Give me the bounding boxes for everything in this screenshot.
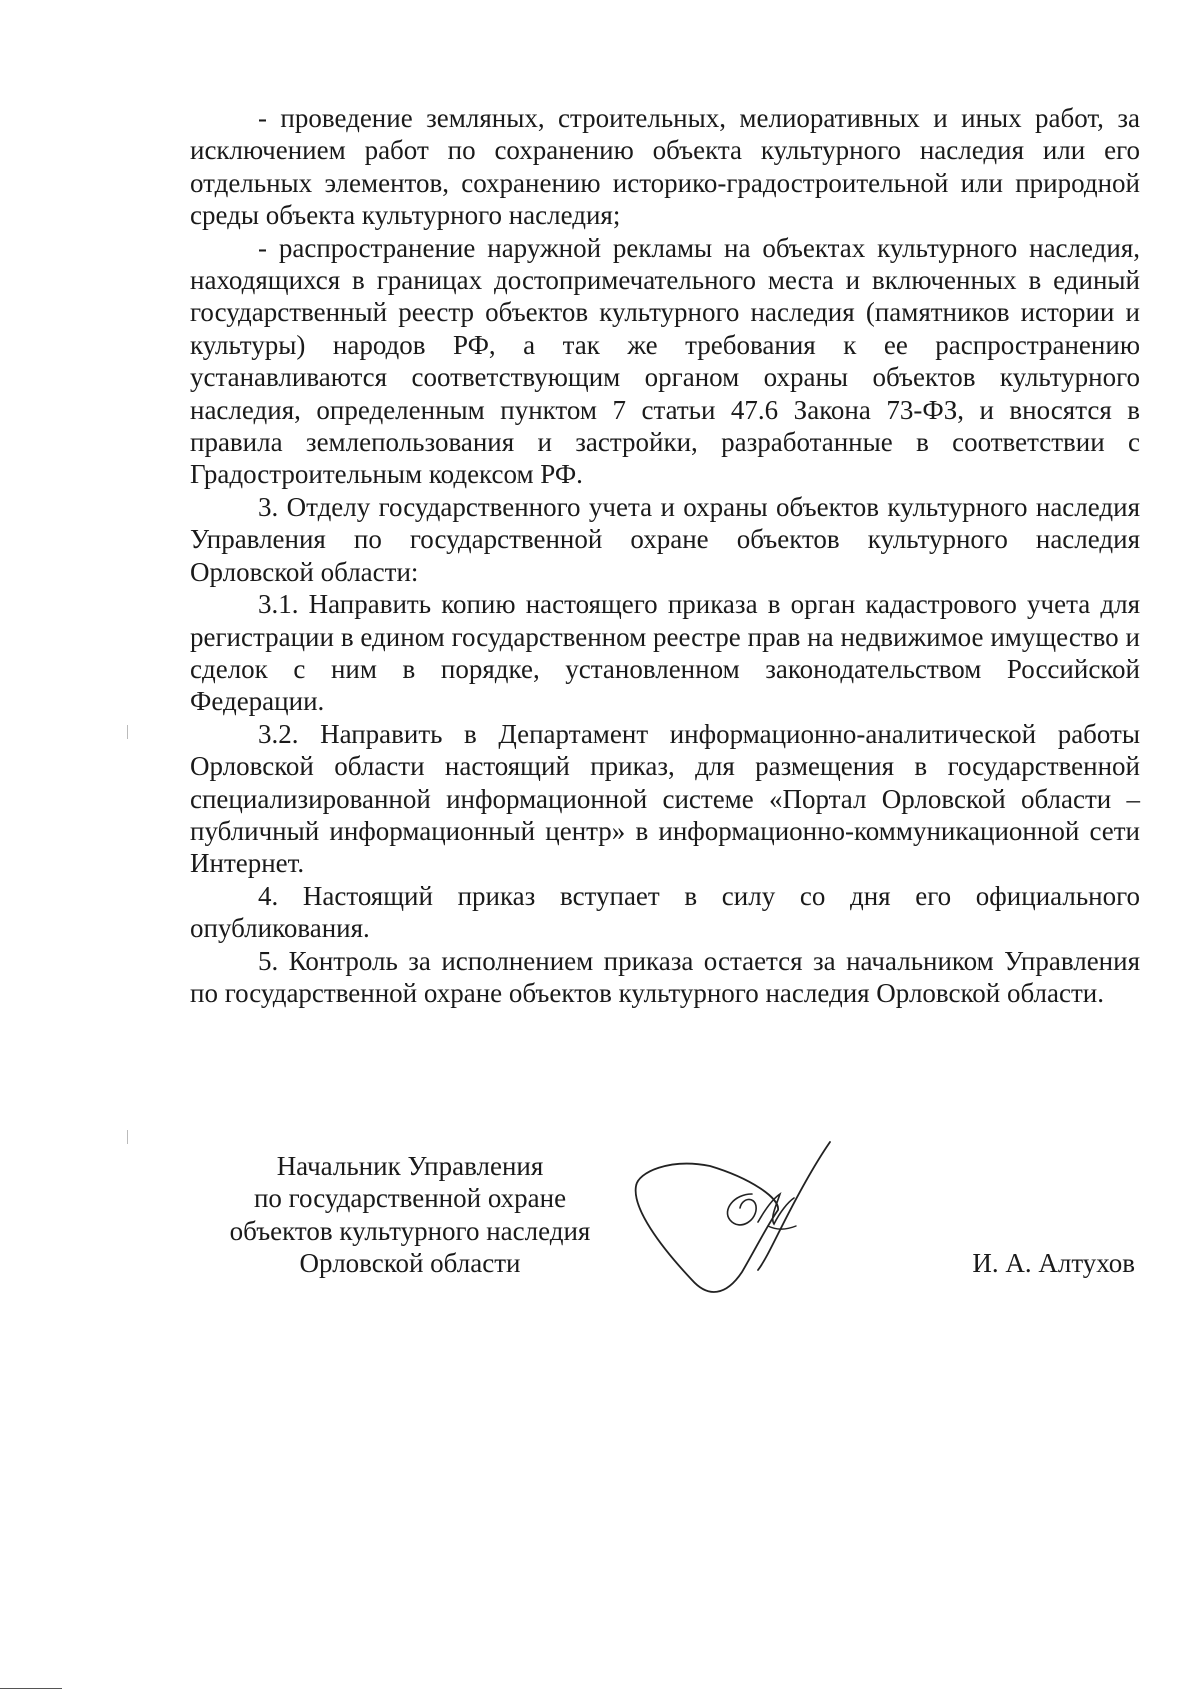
signer-position (190, 1150, 630, 1280)
paragraph-advertising-restriction: - распространение наружной рекламы на объектах культурного наследия, находящихся в границах достопримечательного места и включенных в единый государственный реестр объектов культурного наследия (памятников истории и культуры) народов РФ, а так же требования к ее распространению устанавливаются соответствующим органом охраны объектов культурного наследия, определенным пунктом 7 статьи 47.6 Закона 73-ФЗ, и вносятся в правила землепользования и застройки, разработанные в соответствии с Градостроительным кодексом РФ. (190, 232, 1140, 490)
paragraph-earthworks-restriction: - проведение земляных, строительных, мелиоративных и иных работ, за исключением работ по сохранению объекта культурного наследия или его отдельных элементов, сохранению историко-градостроительной или природной среды объекта культурного наследия; (190, 103, 1140, 231)
signature-block (190, 1150, 1140, 1310)
signer-position-line: Начальник Управления (276, 1151, 544, 1181)
scan-edge-mark (0, 1688, 62, 1689)
paragraph-item-3-1: 3.1. Направить копию настоящего приказа в орган кадастрового учета для регистрации в едином государственном реестре прав на недвижимое имущество и сделок с ним в порядке, установленном законодательством Российской Федерации. (190, 589, 1140, 717)
document-body (190, 102, 1140, 1009)
scan-margin-mark (127, 725, 128, 739)
paragraph-item-3: 3. Отделу государственного учета и охраны объектов культурного наследия Управления по государственной охране объектов культурного наследия Орловской области: (190, 491, 1140, 587)
signer-position-line: Орловской области (299, 1248, 521, 1279)
paragraph-item-4: 4. Настоящий приказ вступает в силу со дня его официального опубликования. (190, 880, 1140, 944)
scan-margin-mark (127, 1130, 128, 1144)
handwritten-signature (630, 1138, 870, 1308)
signer-name: И. А. Алтухов (972, 1248, 1135, 1278)
signer-position-line: объектов культурного наследия (229, 1215, 591, 1246)
paragraph-item-3-2: 3.2. Направить в Департамент информационно-аналитической работы Орловской области настоящий приказ, для размещения в государственной специализированной информационной системе «Портал Орловской области – публичный информационный центр» в информационно-коммуникационной сети Интернет. (190, 718, 1140, 879)
paragraph-item-5: 5. Контроль за исполнением приказа остается за начальником Управления по государственной охране объектов культурного наследия Орловской области. (190, 945, 1140, 1008)
signer-position-line: по государственной охране (253, 1183, 567, 1214)
